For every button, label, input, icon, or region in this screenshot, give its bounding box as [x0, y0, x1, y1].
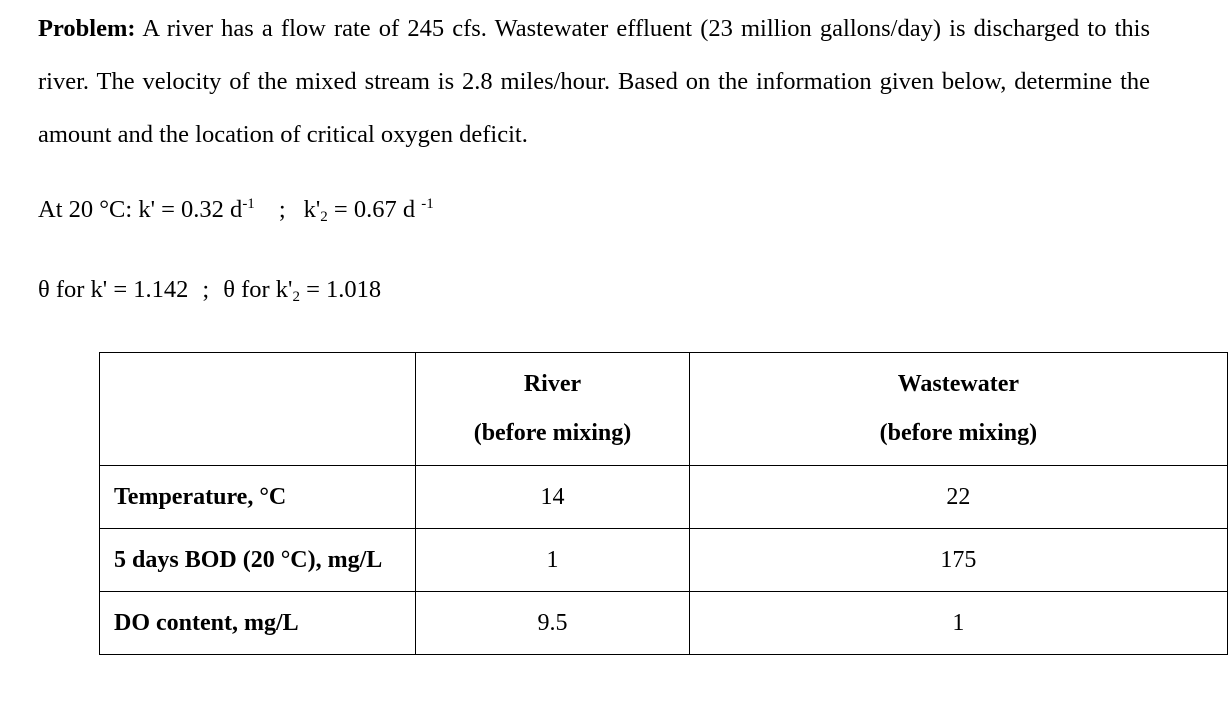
- table-row: [100, 529, 1228, 592]
- row-label-do: DO content, mg/L: [100, 592, 416, 655]
- header-empty-cell: [100, 353, 416, 466]
- river-temperature: 14: [416, 466, 690, 529]
- row-label-temperature: Temperature, °C: [100, 466, 416, 529]
- rates-separator: ;: [278, 196, 286, 223]
- theta-k2-value: = 1.018: [299, 276, 382, 303]
- header-wastewater-subtitle: (before mixing): [879, 420, 1038, 446]
- table-header-row: [100, 353, 1228, 466]
- wastewater-bod: 175: [689, 529, 1227, 592]
- header-wastewater-title: Wastewater: [897, 371, 1020, 397]
- theta-k-prime: θ for k' = 1.142: [38, 276, 189, 303]
- river-bod: 1: [416, 529, 690, 592]
- header-river-subtitle: (before mixing): [473, 420, 632, 446]
- wastewater-do: 1: [689, 592, 1227, 655]
- theta-line: [38, 275, 381, 305]
- rate-constants-line: [38, 195, 434, 225]
- wastewater-temperature: 22: [689, 466, 1227, 529]
- data-table: [99, 352, 1228, 655]
- problem-label: Problem:: [38, 15, 136, 42]
- problem-statement: [38, 2, 1150, 161]
- problem-text: A river has a flow rate of 245 cfs. Wastewater effluent (23 million gallons/day) is discharged to this river. The velocity of the mixed stream is 2.8 miles/hour. Based on the information given below, determine the amount and the location of critical oxygen deficit.: [38, 15, 1150, 148]
- theta-k2-prefix: θ for k': [223, 276, 293, 303]
- header-wastewater: [689, 353, 1227, 466]
- k2-value: = 0.67 d: [327, 196, 422, 223]
- table-row: [100, 592, 1228, 655]
- k-prime-value: At 20 °C: k' = 0.32 d: [38, 196, 243, 223]
- k2-subscript: 2: [320, 209, 328, 225]
- header-river: [416, 353, 690, 466]
- row-label-bod: 5 days BOD (20 °C), mg/L: [100, 529, 416, 592]
- k2-exponent: -1: [421, 195, 434, 212]
- header-river-title: River: [523, 371, 582, 397]
- table-row: [100, 466, 1228, 529]
- theta-k2-subscript: 2: [292, 289, 300, 305]
- k2-prefix: k': [303, 196, 321, 223]
- river-do: 9.5: [416, 592, 690, 655]
- k-prime-exponent: -1: [242, 195, 255, 212]
- theta-separator: ;: [202, 276, 210, 303]
